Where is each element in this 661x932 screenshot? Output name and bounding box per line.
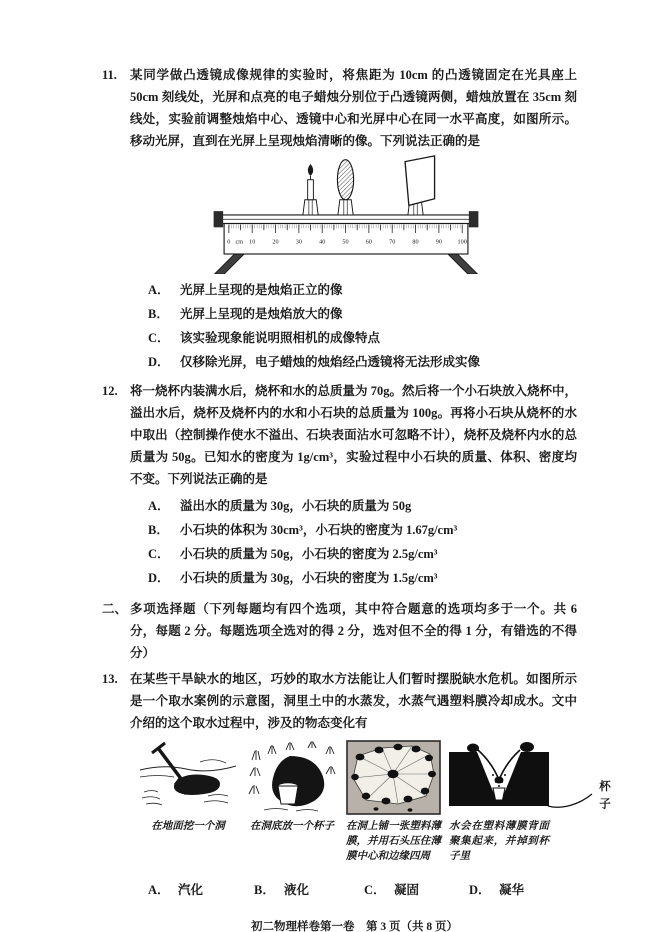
panel-1-caption: 在地面挖一个洞	[151, 821, 225, 832]
cup-label: 杯子	[598, 780, 610, 815]
svg-text:10: 10	[249, 238, 256, 246]
svg-text:100: 100	[457, 238, 467, 246]
svg-text:50: 50	[342, 238, 349, 246]
rail-right-endcap	[469, 211, 479, 227]
page-footer: 初二物理样卷第一卷 第 3 页（共 8 页）	[251, 921, 458, 932]
water-collection-figure	[138, 740, 610, 864]
question-13	[102, 668, 577, 734]
surface-stone-left	[467, 744, 479, 753]
option-12-c: C． 小石块的质量为 50g，小石块的密度为 2.5g/cm³	[148, 547, 438, 561]
svg-text:40: 40	[319, 238, 326, 246]
bench-right-leg	[447, 253, 477, 274]
question-13-options	[102, 878, 577, 902]
cross-section-illustration	[449, 740, 549, 815]
svg-text:90: 90	[435, 238, 442, 246]
svg-text:60: 60	[365, 238, 372, 246]
sliding-holders	[303, 200, 423, 215]
svg-text:cm: cm	[235, 238, 244, 246]
section-2-heading	[102, 598, 577, 664]
question-12	[102, 380, 577, 490]
question-13-text: 在某些干旱缺水的地区，巧妙的取水方法能让人们暂时摆脱缺水危机。如图所示是一个取水案例的示意图，洞里土中的水蒸发，水蒸气遇塑料膜冷却成水。文中介绍的这个取水过程中，涉及的物态变化有	[130, 672, 577, 730]
panel-3-caption: 在洞上铺一张塑料薄膜，并用石头压住薄膜中心和边缘四周	[346, 821, 441, 862]
question-12-text: 将一烧杯内装满水后，烧杯和水的总质量为 70g。然后将一个小石块放入烧杯中，溢出水后，烧杯及烧杯内的水和小石块的总质量为 100g。再将小石块从烧杯的水中取出（控制操作使水不溢出、石块表面沾水可忽略不计），烧杯及烧杯内水的总质量为 50g。已知水的密度为 1g/cm³，实验过程中小石块的质量、体积、密度均不变。下列说法正确的是	[130, 384, 577, 486]
option-11-b: B． 光屏上呈现的是烛焰放大的像	[148, 307, 343, 321]
film-with-stones-illustration	[346, 740, 441, 815]
option-13-c: C． 凝固	[364, 883, 420, 897]
option-11-a: A． 光屏上呈现的是烛焰正立的像	[148, 283, 343, 297]
option-13-a: A． 汽化	[148, 883, 204, 897]
cup-in-hole-illustration	[246, 740, 338, 815]
section-2-number: 二、	[102, 602, 128, 616]
bench-left-leg	[215, 253, 245, 274]
rail-left-endcap	[214, 211, 224, 227]
collecting-cup	[493, 788, 505, 800]
cup-pointer-line	[546, 784, 594, 810]
option-12-a: A． 溢出水的质量为 30g，小石块的质量为 50g	[148, 499, 412, 513]
question-11	[102, 64, 577, 152]
question-13-number: 13.	[102, 672, 118, 686]
panel-place-cup	[246, 740, 338, 834]
light-screen-icon	[405, 156, 435, 206]
svg-text:80: 80	[412, 238, 419, 246]
svg-text:20: 20	[272, 238, 279, 246]
panel-2-caption: 在洞底放一个杯子	[250, 821, 334, 832]
panel-4-caption: 水会在塑料薄膜背面聚集起来，并掉到杯子里	[449, 821, 549, 862]
option-12-d: D． 小石块的质量为 30g，小石块的密度为 1.5g/cm³	[148, 571, 438, 585]
question-11-text: 某同学做凸透镜成像规律的实验时，将焦距为 10cm 的凸透镜固定在光具座上 50cm 刻线处，光屏和点亮的电子蜡烛分别位于凸透镜两侧，蜡烛放置在 35cm 刻线处，实验前调整烛焰中心、透镜中心和光屏中心在同一水平高度，如图所示。移动光屏，直到在光屏上呈现烛焰清晰的像。下列说法正确的是	[130, 68, 577, 148]
svg-text:30: 30	[295, 238, 302, 246]
question-11-number: 11.	[102, 68, 117, 82]
option-11-c: C． 该实验现象能说明照相机的成像特点	[148, 331, 381, 345]
optical-bench-illustration	[200, 154, 492, 274]
option-13-d: D． 凝华	[469, 883, 525, 897]
option-13-b: B． 液化	[254, 883, 310, 897]
surface-stone-right	[520, 742, 534, 752]
optical-bench-figure	[200, 154, 492, 274]
panel-dig-hole	[138, 740, 238, 834]
panel-cover-film	[346, 740, 441, 864]
candle-icon	[308, 164, 314, 200]
svg-text:70: 70	[389, 238, 396, 246]
panel-water-collects	[449, 740, 549, 864]
option-11-d: D． 仅移除光屏，电子蜡烛的烛焰经凸透镜将无法形成实像	[148, 355, 481, 369]
question-12-options	[102, 494, 577, 590]
question-11-options	[102, 278, 577, 374]
svg-text:0: 0	[227, 238, 231, 246]
section-2-text: 多项选择题（下列每题均有四个选项，其中符合题意的选项均多于一个。共 6 分，每题 2 分。每题选项全选对的得 2 分，选对但不全的得 1 分，有错选的不得分）	[130, 602, 577, 660]
question-12-number: 12.	[102, 384, 118, 398]
digging-hole-illustration	[138, 740, 238, 815]
convex-lens-icon	[337, 160, 353, 200]
option-12-b: B． 小石块的体积为 30cm³，小石块的密度为 1.67g/cm³	[148, 523, 458, 537]
